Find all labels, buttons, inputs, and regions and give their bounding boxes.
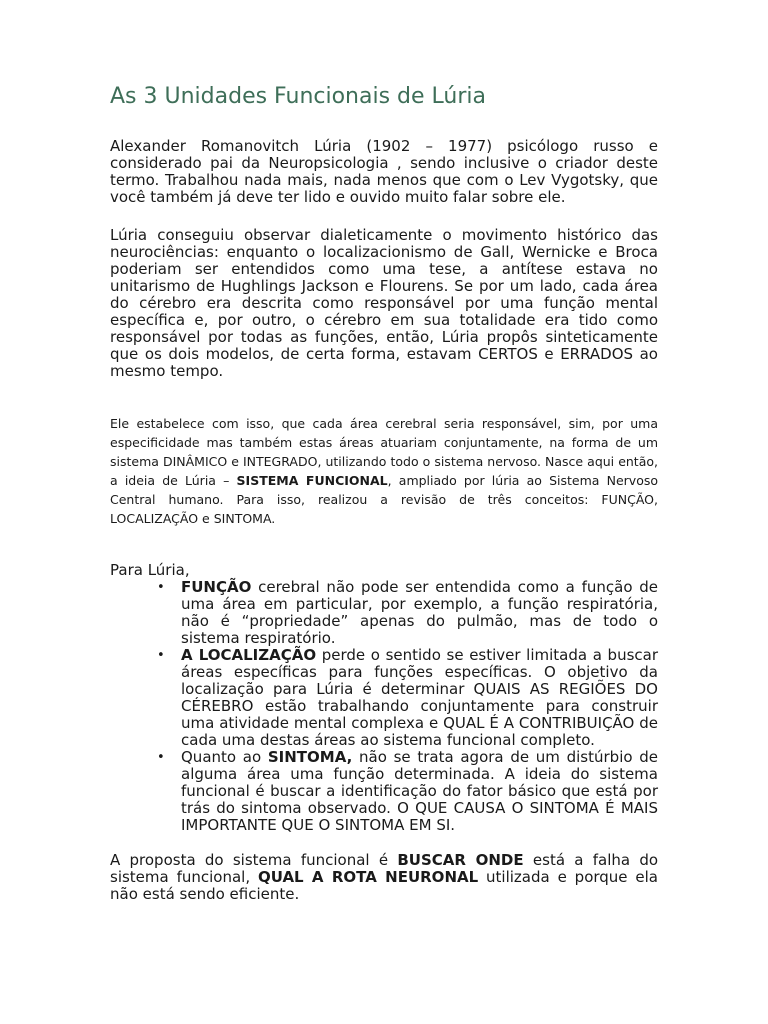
list-item-funcao (110, 579, 658, 647)
funcao-text: cerebral não pode ser entendida como a função de uma área em particular, por exemplo, a função respiratória, não é “propriedade” apenas do pulmão, mas de todo o sistema respiratório. (181, 578, 658, 647)
rota-neuronal-term: QUAL A ROTA NEURONAL (257, 868, 479, 886)
system-text-c: , ampliado por lúria ao Sistema Nervoso Central humano. Para isso, realizou a revisão de três conceitos: FUNÇÃO, LOCALIZAÇÃO e SINTOMA. (110, 473, 659, 526)
bullet-icon: • (157, 580, 165, 595)
sintoma-pre: Quanto ao (181, 748, 268, 766)
funcao-term: FUNÇÃO (181, 578, 252, 596)
conclusion-text-a: A proposta do sistema funcional é (110, 851, 398, 869)
system-paragraph (110, 414, 658, 528)
sintoma-text: não se trata agora de um distúrbio de alguma área uma função determinada. A ideia do sistema funcional é buscar a identificação do fator básico que está por trás do sintoma observado. O QUE CAUSA O SINTOMA É MAIS IMPORTANTE QUE O SINTOMA EM SI. (181, 748, 658, 834)
buscar-onde-term: BUSCAR ONDE (397, 851, 524, 869)
localizacao-term: A LOCALIZAÇÃO (181, 646, 317, 664)
concept-list (110, 579, 658, 834)
dialectic-paragraph: Lúria conseguiu observar dialeticamente o movimento histórico das neurociências: enquanto o localizacionismo de Gall, Wernicke e Broca poderiam ser entendidos como uma tese, a antítese estava no unitarismo de Hughlings Jackson e Flourens. Se por um lado, cada área do cérebro era descrita como responsável por uma função mental específica e, por outro, o cérebro em sua totalidade era tido como responsável por todas as funções, então, Lúria propôs sinteticamente que os dois modelos, de certa forma, estavam CERTOS e ERRADOS ao mesmo tempo. (110, 226, 658, 380)
conclusion-text-e: utilizada e porque ela não está sendo eficiente. (110, 868, 658, 903)
list-item-sintoma (110, 749, 658, 834)
conclusion-text-c: está a falha do sistema funcional, (110, 851, 659, 886)
list-item-localizacao (110, 647, 658, 749)
intro-paragraph: Alexander Romanovitch Lúria (1902 – 1977) psicólogo russo e considerado pai da Neuropsicologia , sendo inclusive o criador deste termo. Trabalhou nada mais, nada menos que com o Lev Vygotsky, que você também já deve ter lido e ouvido muito falar sobre ele. (110, 137, 658, 206)
bullet-icon: • (157, 750, 165, 765)
sintoma-term: SINTOMA, (267, 748, 353, 766)
lead-text: Para Lúria, (110, 561, 190, 579)
conclusion-paragraph (110, 852, 658, 903)
localizacao-text: perde o sentido se estiver limitada a buscar áreas específicas para funções específicas. O objetivo da localização para Lúria é determinar QUAIS AS REGIÕES DO CÉREBRO estão trabalhando conjuntamente para construir uma atividade mental complexa e QUAL É A CONTRIBUIÇÃO de cada uma destas áreas ao sistema funcional completo. (181, 646, 658, 749)
system-text-a: Ele estabelece com isso, que cada área cerebral seria responsável, sim, por uma especificidade mas também estas áreas atuariam conjuntamente, na forma de um sistema DINÂMICO e INTEGRADO, utilizando todo o sistema nervoso. Nasce aqui então, a ideia de Lúria – (110, 416, 658, 488)
page-title: As 3 Unidades Funcionais de Lúria (110, 84, 486, 109)
system-funcional-term: SISTEMA FUNCIONAL (236, 473, 388, 488)
bullet-icon: • (157, 648, 165, 663)
